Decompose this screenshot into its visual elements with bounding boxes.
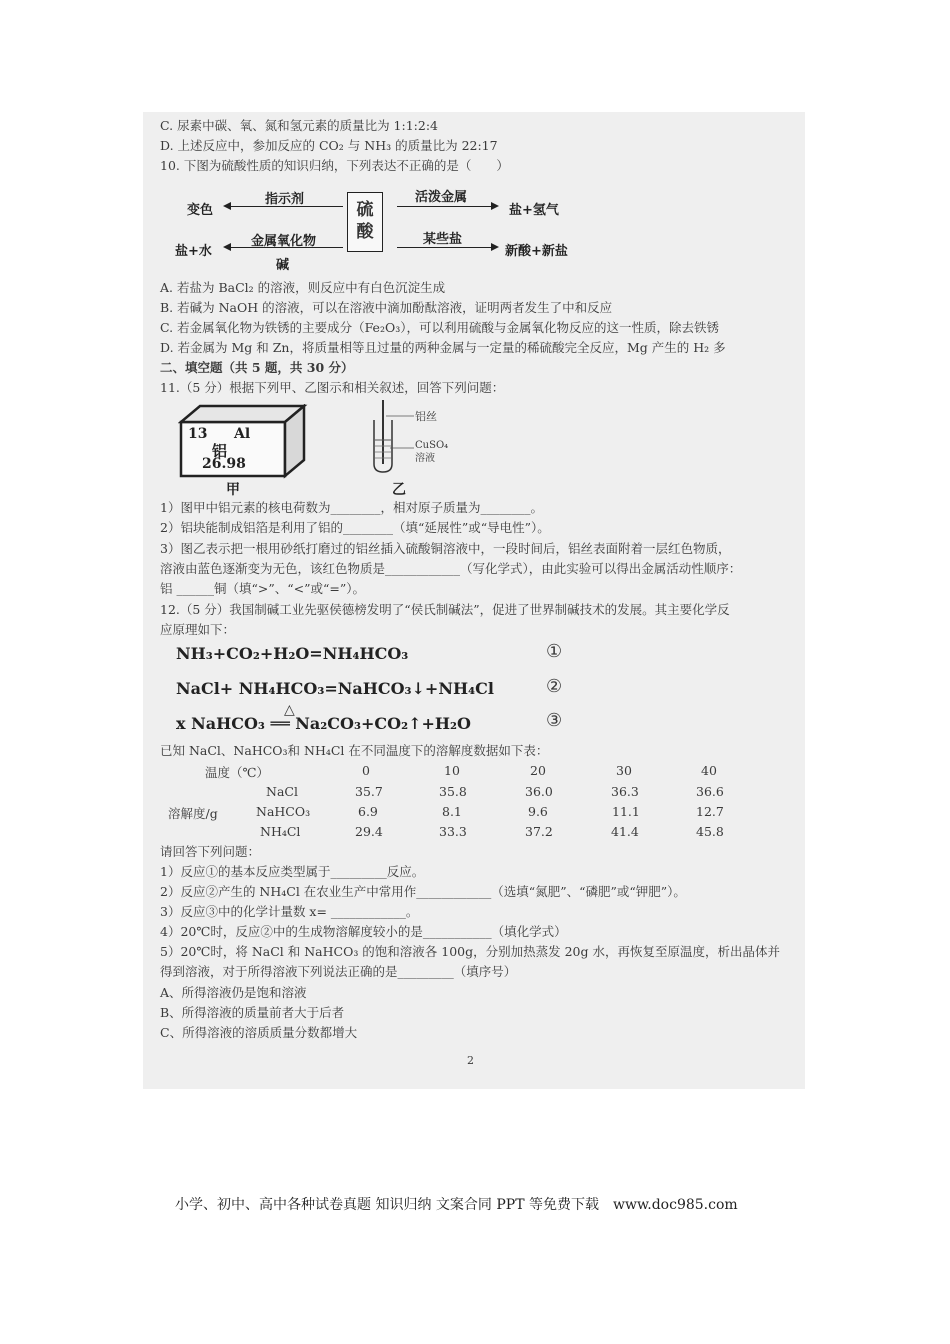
- table-row-label: 溶解度/g: [168, 806, 218, 821]
- sulfuric-acid-box: [347, 192, 383, 252]
- table-temp-10: 10: [444, 763, 460, 778]
- element-card-figure: [178, 404, 308, 494]
- table-cell: 12.7: [696, 804, 724, 819]
- arrow-to-color-change: [225, 206, 343, 207]
- option-10b: B. 若碱为 NaOH 的溶液，可以在溶液中滴加酚酞溶液，证明两者发生了中和反应: [160, 300, 613, 315]
- question-12a: 12.（5 分）我国制碱工业先驱侯德榜发明了“侯氏制碱法”，促进了世界制碱技术的发展。其主要化学反: [160, 602, 730, 617]
- question-12-5b: 得到溶液，对于所得溶液下列说法正确的是_________（填序号）: [160, 964, 517, 979]
- footer-text: 小学、初中、高中各种试卷真题 知识归纳 文案合同 PPT 等免费下载 www.doc985.com: [175, 1197, 738, 1213]
- label-al-wire: 铝丝: [415, 410, 437, 423]
- equation-1: NH₃+CO₂+H₂O=NH₄HCO₃: [176, 644, 409, 663]
- label-indicator: 指示剂: [265, 192, 305, 207]
- question-11: 11.（5 分）根据下列甲、乙图示和相关叙述，回答下列问题：: [160, 380, 505, 395]
- table-cell: 36.6: [696, 784, 724, 799]
- equation-2-number: ②: [546, 676, 563, 697]
- table-cell: 35.7: [355, 784, 383, 799]
- table-cell: 11.1: [612, 804, 640, 819]
- test-tube-figure: [370, 398, 420, 474]
- table-cell: 36.3: [611, 784, 639, 799]
- result-salt-hydrogen: 盐+氢气: [509, 203, 559, 218]
- arrow-to-salt-hydrogen: [397, 206, 497, 207]
- question-12-4: 4）20℃时，反应②中的生成物溶解度较小的是___________（填化学式）: [160, 924, 567, 939]
- table-cell: 8.1: [442, 804, 462, 819]
- table-row-name: NaCl: [266, 784, 298, 799]
- center-char-2: 酸: [356, 222, 374, 242]
- table-temp-header: 温度（℃）: [205, 765, 269, 780]
- equation-1-number: ①: [546, 641, 563, 662]
- sulfuric-acid-diagram: [175, 184, 585, 273]
- label-base: 碱: [276, 258, 290, 273]
- table-cell: 29.4: [355, 824, 383, 839]
- option-10d: D. 若金属为 Mg 和 Zn，将质量相等且过量的两种金属与一定量的稀硫酸完全反应，Mg 产生的 H₂ 多: [160, 340, 726, 355]
- table-cell: 36.0: [525, 784, 553, 799]
- question-12-2: 2）反应②产生的 NH₄Cl 在农业生产中常用作____________（选填“氮肥”、“磷肥”或“钾肥”）。: [160, 884, 686, 899]
- page-number: 2: [467, 1054, 474, 1067]
- option-d-line: D. 上述反应中，参加反应的 CO₂ 与 NH₃ 的质量比为 22:17: [160, 138, 498, 153]
- question-10: 10. 下图为硫酸性质的知识归纳，下列表达不正确的是（ ）: [160, 158, 509, 173]
- center-char-1: 硫: [356, 200, 374, 220]
- question-11-1: 1）图甲中铝元素的核电荷数为________，相对原子质量为________。: [160, 500, 543, 515]
- table-cell: 41.4: [611, 824, 639, 839]
- atomic-mass: 26.98: [202, 456, 246, 472]
- atomic-number: 13: [188, 426, 208, 442]
- result-new-acid-salt: 新酸+新盐: [505, 244, 568, 259]
- result-salt-water: 盐+水: [175, 244, 212, 259]
- question-12b: 应原理如下：: [160, 622, 236, 637]
- table-temp-40: 40: [701, 763, 717, 778]
- table-row-name: NaHCO₃: [256, 804, 311, 819]
- label-metal-oxide: 金属氧化物: [251, 234, 317, 249]
- option-c-line: C. 尿素中碳、氧、氮和氢元素的质量比为 1:1:2:4: [160, 118, 438, 133]
- question-11-3b: 溶液由蓝色逐渐变为无色，该红色物质是____________（写化学式），由此实验可以得出金属活动性顺序：: [160, 561, 742, 576]
- label-solution: 溶液: [415, 453, 435, 464]
- option-c: C、所得溶液的溶质质量分数都增大: [160, 1025, 358, 1040]
- table-cell: 9.6: [528, 804, 548, 819]
- arrow-to-salt-water: [225, 247, 343, 248]
- table-temp-0: 0: [362, 763, 370, 778]
- table-cell: 37.2: [525, 824, 553, 839]
- option-a: A、所得溶液仍是饱和溶液: [160, 985, 307, 1000]
- table-row-name: NH₄Cl: [260, 824, 301, 839]
- question-11-3c: 铝 ______铜（填“>”、“<”或“=”）。: [160, 581, 365, 596]
- table-cell: 45.8: [696, 824, 724, 839]
- result-color-change: 变色: [187, 203, 214, 218]
- arrow-to-new-acid-salt: [397, 247, 497, 248]
- equation-3-number: ③: [546, 710, 563, 731]
- table-cell: 6.9: [358, 804, 378, 819]
- table-temp-30: 30: [616, 763, 632, 778]
- figure-jia-caption: 甲: [226, 482, 240, 498]
- table-temp-20: 20: [530, 763, 546, 778]
- figure-yi-caption: 乙: [392, 482, 406, 498]
- heat-triangle: △: [284, 702, 295, 718]
- option-10a: A. 若盐为 BaCl₂ 的溶液，则反应中有白色沉淀生成: [160, 280, 446, 295]
- option-b: B、所得溶液的质量前者大于后者: [160, 1005, 345, 1020]
- known-data-intro: 已知 NaCl、NaHCO₃和 NH₄Cl 在不同温度下的溶解度数据如下表：: [160, 743, 549, 758]
- question-12-5a: 5）20℃时，将 NaCl 和 NaHCO₃ 的饱和溶液各 100g，分别加热蒸发 20g 水，再恢复至原温度，析出晶体并: [160, 944, 780, 959]
- answer-prompt: 请回答下列问题：: [160, 844, 261, 859]
- element-name: 铝: [212, 442, 228, 460]
- label-some-salts: 某些盐: [423, 232, 463, 247]
- option-10c: C. 若金属氧化物为铁锈的主要成分（Fe₂O₃），可以利用硫酸与金属氧化物反应的这一性质，除去铁锈: [160, 320, 719, 335]
- equation-2: NaCl+ NH₄HCO₃=NaHCO₃↓+NH₄Cl: [176, 679, 494, 698]
- element-symbol: Al: [234, 426, 251, 442]
- equation-3: x NaHCO₃ ══ Na₂CO₃+CO₂↑+H₂O: [176, 714, 471, 733]
- question-12-3: 3）反应③中的化学计量数 x= ____________。: [160, 904, 419, 919]
- question-11-2: 2）铝块能制成铝箔是利用了铝的________（填“延展性”或“导电性”）。: [160, 520, 550, 535]
- table-cell: 35.8: [439, 784, 467, 799]
- question-11-3a: 3）图乙表示把一根用砂纸打磨过的铝丝插入硫酸铜溶液中，一段时间后，铝丝表面附着一层红色物质，: [160, 541, 731, 556]
- section-2-heading: 二、填空题（共 5 题，共 30 分）: [160, 360, 354, 375]
- question-12-1: 1）反应①的基本反应类型属于_________反应。: [160, 864, 425, 879]
- table-cell: 33.3: [439, 824, 467, 839]
- label-cuso4: CuSO₄: [415, 440, 449, 451]
- label-active-metal: 活泼金属: [415, 190, 468, 205]
